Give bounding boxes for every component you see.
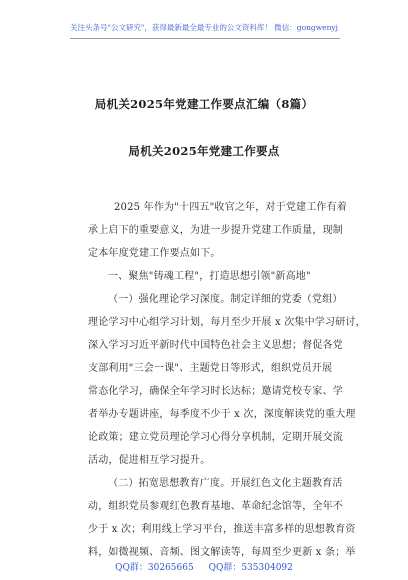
paragraph-line: 者举办专题讲座，每季度不少于 x 次，深度解读党的重大理 (88, 409, 356, 420)
paragraph-line: 动，组织党员参观红色教育基地、革命纪念馆等，全年不 (88, 501, 343, 512)
document-title: 局机关2025年党建工作要点汇编（8篇） (94, 97, 314, 111)
paragraph-line: 承上启下的重要意义，为进一步提升党建工作质量，现制 (88, 225, 343, 236)
paragraph-line: （一）强化理论学习深度。制定详细的党委（党组） (108, 294, 343, 305)
footer-qq-group-2: QQ群：535304092 (208, 563, 293, 573)
paragraph-line: 论政策；建立党员理论学习心得分享机制，定期开展交流 (88, 432, 343, 443)
paragraph-line: 常态化学习，确保全年学习时长达标；邀请党校专家、学 (88, 386, 343, 397)
header-divider (70, 38, 340, 39)
paragraph-line: （二）拓宽思想教育广度。开展红色文化主题教育活 (108, 478, 343, 489)
section-title: 局机关2025年党建工作要点 (128, 144, 280, 158)
heading-line: 一、聚焦"铸魂工程"，打造思想引领"新高地" (108, 271, 311, 282)
paragraph-line: 理论学习中心组学习计划，每月至少开展 x 次集中学习研讨， (88, 317, 366, 328)
footer-qq-group-1: QQ群：30265665 (115, 563, 194, 573)
paragraph-line: 少于 x 次；利用线上学习平台，推送丰富多样的思想教育资 (88, 524, 356, 535)
paragraph-line: 料，如微视频、音频、图文解读等，每周至少更新 x 条；举 (88, 547, 356, 558)
footer (0, 560, 408, 573)
paragraph-line: 活动，促进相互学习提升。 (88, 455, 211, 466)
paragraph-line: 2025 年作为"十四五"收官之年，对于党建工作有着 (114, 202, 348, 213)
paragraph-line: 支部利用"三会一课"、主题党日等形式，组织党员开展 (88, 363, 333, 374)
paragraph-line: 定本年度党建工作要点如下。 (88, 248, 221, 259)
header-note: 关注头条号"公文研究"，获得最新最全最专业的公文资料库！ 微信：gongwenyj (70, 23, 338, 32)
paragraph-line: 深入学习习近平新时代中国特色社会主义思想；督促各党 (88, 340, 343, 351)
